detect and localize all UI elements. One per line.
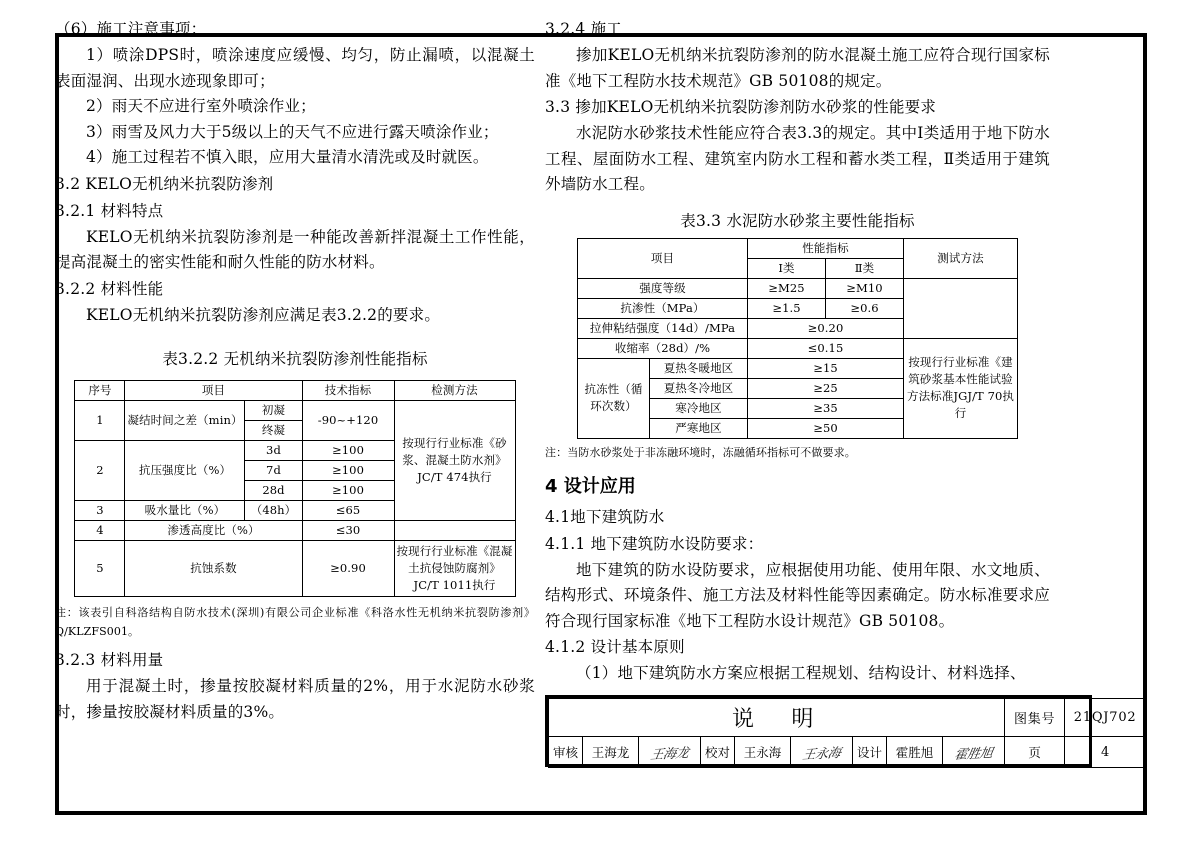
table-b-caption: 表3.3 水泥防水砂浆主要性能指标 (680, 211, 915, 230)
sheet-title: 说 明 (549, 699, 1005, 737)
th-test-method: 测试方法 (904, 238, 1018, 278)
table-row (577, 278, 1017, 298)
cell-value-frost-3: ≥35 (748, 398, 904, 418)
para-3-2-2: KELO无机纳米抗裂防渗剂应满足表3.2.2的要求。 (86, 305, 441, 324)
heading-3-2: 3.2 KELO无机纳米抗裂防渗剂 (55, 174, 274, 193)
role-label-designer: 设计 (853, 737, 887, 768)
cell-item-strength-grade: 强度等级 (577, 278, 747, 298)
cell-value-3: ≤65 (302, 501, 394, 521)
table-a-note: 注：该表引自科洛结构自防水技术(深圳)有限公司企业标准《科洛水性无机纳米抗裂防渗剂》Q/KLZFS001。 (55, 606, 535, 638)
cell-value-frost-1: ≥15 (748, 358, 904, 378)
signature-checker (791, 737, 853, 768)
cell-test-method-text: 按现行行业标准《建筑砂浆基本性能试验方法标准JGJ/T 70执行 (904, 338, 1018, 438)
table-b-note: 注：当防水砂浆处于非冻融环境时，冻融循环指标可不做要求。 (545, 445, 856, 459)
cell-sub-28d: 28d (245, 481, 302, 501)
cell-item-2: 抗压强度比（%） (125, 441, 245, 501)
para-3-2-1: KELO无机纳米抗裂防渗剂是一种能改善新拌混凝土工作性能，提高混凝土的密实性能和耐久性能的防水材料。 (55, 227, 535, 271)
para-3-2-3: 用于混凝土时，掺量按胶凝材料质量的2%，用于水泥防水砂浆时，掺量按胶凝材料质量的3%。 (55, 677, 535, 721)
cell-method-blank (904, 278, 1018, 338)
cell-item-tensile-bond: 拉伸粘结强度（14d）/MPa (577, 318, 747, 338)
heading-4-1-1: 4.1.1 地下建筑防水设防要求： (545, 534, 764, 553)
signature-designer (943, 737, 1005, 768)
table-row-header (75, 381, 515, 401)
para-4-1-2: （1）地下建筑防水方案应根据工程规划、结构设计、材料选择、 (576, 664, 1026, 682)
cell-value-5: ≥0.90 (302, 541, 394, 597)
cell-region-severe-cold: 严寒地区 (649, 418, 747, 438)
page-number-value: 4 (1065, 737, 1146, 768)
table-cement-mortar-indicators (577, 238, 1018, 439)
heading-3-2-1: 3.2.1 材料特点 (55, 201, 164, 220)
cell-method-blank (394, 521, 515, 541)
role-label-reviewer: 审核 (549, 737, 583, 768)
cell-region-hot-summer-cold-winter: 夏热冬冷地区 (649, 378, 747, 398)
cell-value-frost-2: ≥25 (748, 378, 904, 398)
cell-no-4: 4 (75, 521, 125, 541)
table-anti-crack-agent-indicators (74, 380, 515, 597)
cell-no-1: 1 (75, 401, 125, 441)
cell-sub-final-set: 终凝 (245, 421, 302, 441)
signature-glyph: 王永海 (801, 745, 842, 763)
heading-4-1: 4.1地下建筑防水 (545, 507, 665, 526)
cell-value-3d: ≥100 (302, 441, 394, 461)
cell-item-3: 吸水量比（%） (125, 501, 245, 521)
cell-region-hot-summer-warm-winter: 夏热冬暖地区 (649, 358, 747, 378)
heading-3-3: 3.3 掺加KELO无机纳米抗裂防渗剂防水砂浆的性能要求 (545, 98, 937, 116)
title-block (545, 695, 1137, 767)
para-3-2-4: 掺加KELO无机纳米抗裂防渗剂的防水混凝土施工应符合现行国家标准《地下工程防水技术规范》GB 50108的规定。 (545, 46, 1050, 90)
cell-item-1: 凝结时间之差（min） (125, 401, 245, 441)
cell-value-7d: ≥100 (302, 461, 394, 481)
cell-no-3: 3 (75, 501, 125, 521)
th-performance: 性能指标 (748, 238, 904, 258)
cell-sub-48h: （48h） (245, 501, 302, 521)
role-name-reviewer: 王海龙 (583, 737, 639, 768)
cell-method-5: 按现行行业标准《混凝土抗侵蚀防腐剂》JC/T 1011执行 (394, 541, 515, 597)
cell-sub-7d: 7d (245, 461, 302, 481)
atlas-number-label: 图集号 (1005, 699, 1065, 737)
cell-item-5: 抗蚀系数 (125, 541, 302, 597)
note-item-3: 3）雨雪及风力大于5级以上的天气不应进行露天喷涂作业； (86, 122, 499, 141)
cell-value-4: ≤30 (302, 521, 394, 541)
left-text-column (55, 16, 535, 725)
role-label-checker: 校对 (701, 737, 735, 768)
heading-3-2-2: 3.2.2 材料性能 (55, 279, 164, 298)
heading-4: 4 设计应用 (545, 475, 636, 497)
signature-glyph: 霍胜旭 (953, 745, 994, 763)
heading-construction-notes: （6）施工注意事项： (55, 20, 207, 38)
page-number-label: 页 (1005, 737, 1065, 768)
table-row (577, 338, 1017, 358)
atlas-number-value: 21QJ702 (1065, 699, 1146, 737)
cell-value-c2-imperm: ≥0.6 (826, 298, 904, 318)
cell-item-shrinkage: 收缩率（28d）/% (577, 338, 747, 358)
table-row (75, 541, 515, 597)
signature-reviewer (639, 737, 701, 768)
para-3-3: 水泥防水砂浆技术性能应符合表3.3的规定。其中Ⅰ类适用于地下防水工程、屋面防水工程、建筑室内防水工程和蓄水类工程，Ⅱ类适用于建筑外墙防水工程。 (545, 124, 1050, 193)
note-item-1: 1）喷涂DPS时，喷涂速度应缓慢、均匀，防止漏喷，以混凝土表面湿润、出现水迹现象即可； (55, 46, 535, 90)
th-class-1: Ⅰ类 (748, 258, 826, 278)
th-no: 序号 (75, 381, 125, 401)
right-text-column (545, 16, 1050, 687)
table-row-header (577, 238, 1017, 258)
heading-3-2-3: 3.2.3 材料用量 (55, 651, 164, 669)
cell-value-1: -90~+120 (302, 401, 394, 441)
role-name-designer: 霍胜旭 (887, 737, 943, 768)
th-spec: 技术指标 (302, 381, 394, 401)
table-row (75, 521, 515, 541)
heading-3-2-4: 3.2.4 施工 (545, 20, 622, 38)
role-name-checker: 王永海 (735, 737, 791, 768)
note-item-4: 4）施工过程若不慎入眼，应用大量清水清洗或及时就医。 (86, 148, 489, 166)
cell-value-c1-strength: ≥M25 (748, 278, 826, 298)
cell-value-tensile-bond: ≥0.20 (748, 318, 904, 338)
cell-sub-initial-set: 初凝 (245, 401, 302, 421)
cell-value-shrinkage: ≤0.15 (748, 338, 904, 358)
cell-no-5: 5 (75, 541, 125, 597)
th-method: 检测方法 (394, 381, 515, 401)
table-a-caption: 表3.2.2 无机纳米抗裂防渗剂性能指标 (162, 350, 428, 368)
cell-item-impermeability: 抗渗性（MPa） (577, 298, 747, 318)
signature-glyph: 王海龙 (649, 745, 690, 763)
cell-frost-resistance-label: 抗冻性（循环次数） (577, 358, 649, 438)
cell-item-4: 渗透高度比（%） (125, 521, 302, 541)
th-item: 项目 (125, 381, 302, 401)
note-item-2: 2）雨天不应进行室外喷涂作业； (86, 97, 316, 115)
cell-no-2: 2 (75, 441, 125, 501)
cell-value-c1-imperm: ≥1.5 (748, 298, 826, 318)
th-item: 项目 (577, 238, 747, 278)
cell-method-1: 按现行行业标准《砂浆、混凝土防水剂》JC/T 474执行 (394, 401, 515, 521)
heading-4-1-2: 4.1.2 设计基本原则 (545, 638, 685, 656)
cell-sub-3d: 3d (245, 441, 302, 461)
th-class-2: Ⅱ类 (826, 258, 904, 278)
cell-value-c2-strength: ≥M10 (826, 278, 904, 298)
para-4-1-1: 地下建筑的防水设防要求，应根据使用功能、使用年限、水文地质、结构形式、环境条件、施工方法及材料性能等因素确定。防水标准要求应符合现行国家标准《地下工程防水设计规范》GB 50108。 (545, 560, 1050, 630)
table-row (75, 401, 515, 421)
cell-value-28d: ≥100 (302, 481, 394, 501)
cell-value-frost-4: ≥50 (748, 418, 904, 438)
cell-region-cold: 寒冷地区 (649, 398, 747, 418)
